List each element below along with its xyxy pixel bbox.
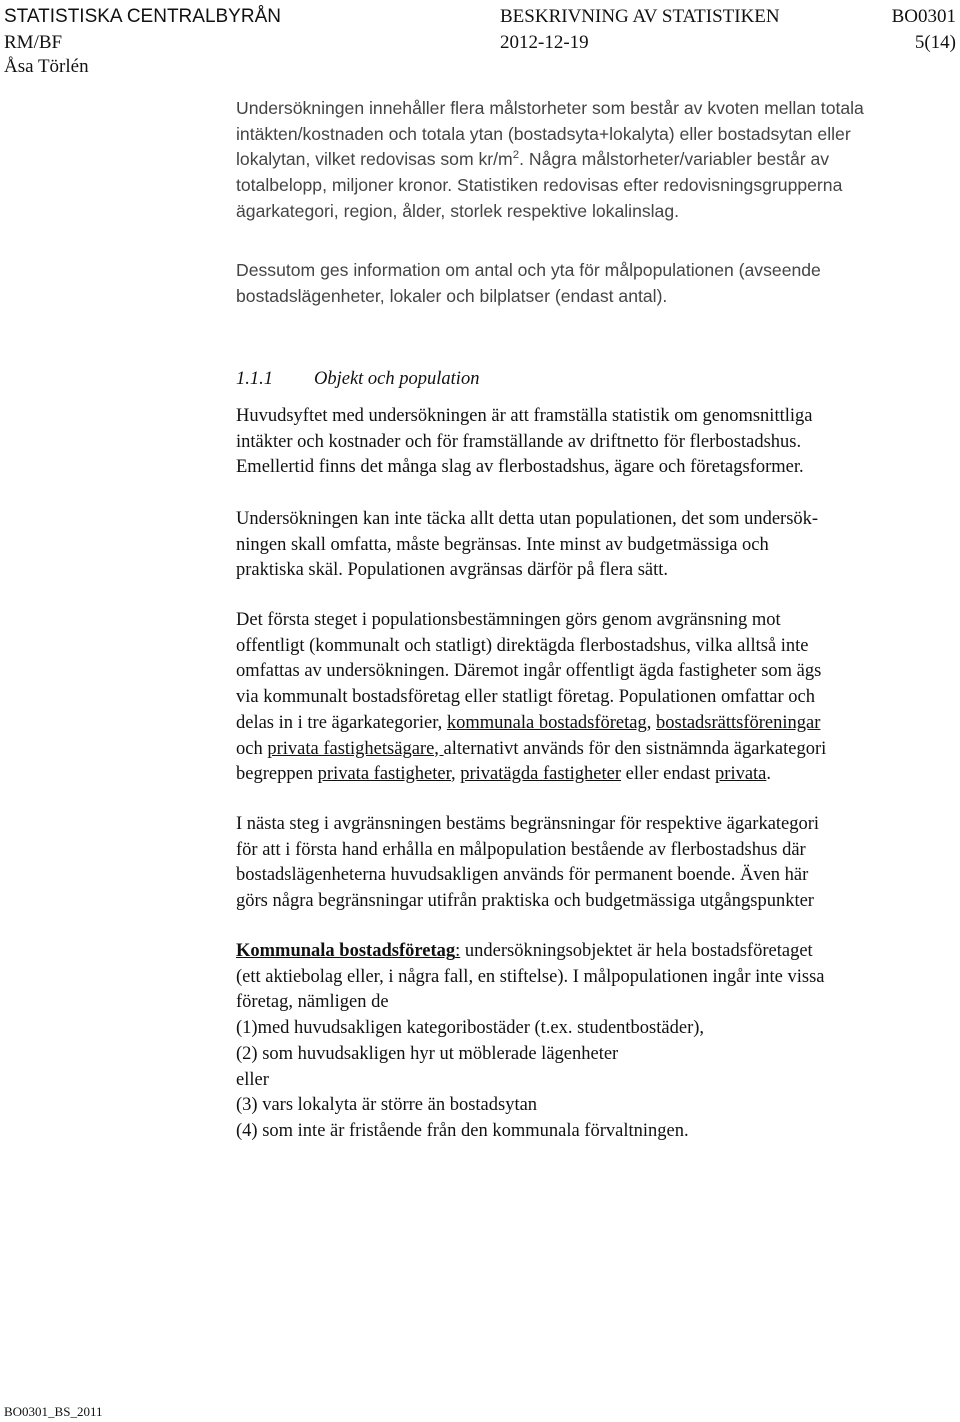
paragraph-target-measures bbox=[236, 96, 940, 225]
section-number: 1.1.1 bbox=[236, 369, 273, 389]
underlined-term: privata bbox=[715, 764, 767, 785]
text-line: och bbox=[236, 738, 268, 759]
header-dept: RM/BF bbox=[4, 32, 63, 53]
header-doc-id: BO0301 bbox=[891, 6, 956, 27]
text-line: intäkten/kostnaden och totala ytan (bostadsyta+lokalyta) eller bostadsytan eller bbox=[236, 123, 851, 144]
paragraph-next-step bbox=[236, 812, 940, 915]
footer-label: BO0301_BS_2011 bbox=[4, 1404, 103, 1419]
text-line: Några målstorheter/variabler består av bbox=[528, 149, 830, 170]
list-item: (4) som inte är fristående från den kommunala förvaltningen. bbox=[236, 1120, 689, 1141]
text-line: Emellertid finns det många slag av flerbostadshus, ägare och företagsformer. bbox=[236, 457, 804, 478]
text-line: Dessutom ges information om antal och yta för målpopulationen (avseende bbox=[236, 260, 821, 280]
underlined-term: privata fastighetsägare, bbox=[267, 738, 444, 759]
text-line: alternativt används för den sistnämnda ägarkategori bbox=[443, 738, 827, 759]
section-title: Objekt och population bbox=[314, 369, 480, 389]
text-line: offentligt (kommunalt och statligt) direktägda flerbostadshus, vilka alltså inte bbox=[236, 635, 809, 656]
text-line: . bbox=[766, 764, 772, 785]
text-line: undersökningsobjektet är hela bostadsföretaget bbox=[460, 941, 813, 961]
header-date: 2012-12-19 bbox=[500, 32, 589, 53]
text-line: (ett aktiebolag eller, i några fall, en stiftelse). I målpopulationen ingår inte vissa bbox=[236, 966, 825, 987]
text-line: för att i första hand erhålla en målpopulation bestående av flerbostadshus där bbox=[236, 839, 806, 860]
text-line: eller bbox=[236, 1069, 269, 1090]
section-heading bbox=[236, 369, 479, 390]
defined-term: Kommunala bostadsföretag bbox=[236, 941, 456, 961]
text-line: totalbelopp, miljoner kronor. bbox=[236, 175, 458, 196]
superscript: 2 bbox=[512, 149, 520, 162]
header-doc-type: BESKRIVNING AV STATISTIKEN bbox=[500, 6, 780, 27]
text-line: ägarkategori, region, ålder, storlek respektive lokalinslag. bbox=[236, 200, 680, 221]
list-item: (2) som huvudsakligen hyr ut möblerade lägenheter bbox=[236, 1043, 619, 1064]
text-line: , bbox=[451, 764, 461, 785]
paragraph-owner-categories bbox=[236, 608, 940, 788]
text-line: praktiska skäl. Populationen avgränsas därför på flera sätt. bbox=[236, 560, 669, 581]
paragraph-population-limits bbox=[236, 507, 940, 584]
text-line: via kommunalt bostadsföretag eller statligt företag. Populationen omfattar och bbox=[236, 687, 815, 708]
underlined-term: privata fastigheter bbox=[317, 764, 451, 785]
text-line: lokalytan, vilket redovisas som kr/m bbox=[236, 149, 513, 170]
text-line: I nästa steg i avgränsningen bestäms begränsningar för respektive ägarkategori bbox=[236, 814, 820, 834]
text-line: eller endast bbox=[621, 764, 716, 785]
underlined-term: bostadsrättsföreningar bbox=[656, 712, 821, 733]
text-line: görs några begränsningar utifrån praktiska och budgetmässiga utgångspunkter bbox=[236, 891, 814, 912]
list-item: (3) vars lokalyta är större än bostadsytan bbox=[236, 1095, 538, 1116]
text-line: Undersökningen kan inte täcka allt detta utan populationen, det som undersök- bbox=[236, 509, 819, 529]
text-line: omfattas av undersökningen. Däremot ingår offentligt ägda fastigheter som ägs bbox=[236, 661, 822, 682]
text-line: delas in i tre ägarkategorier, bbox=[236, 712, 447, 733]
paragraph-additional-info bbox=[236, 258, 940, 309]
header-org: STATISTISKA CENTRALBYRÅN bbox=[4, 6, 281, 27]
header-page-number: 5(14) bbox=[914, 32, 956, 53]
underlined-term: kommunala bostadsföretag, bbox=[446, 712, 652, 733]
text-line: företag, nämligen de bbox=[236, 992, 389, 1013]
text-line: bostadslägenheterna huvudsakligen används för permanent boende. Även här bbox=[236, 865, 809, 886]
text-line: Undersökningen innehåller flera målstorheter som består av kvoten mellan totala bbox=[236, 98, 864, 118]
text-line: intäkter och kostnader och för framställande av driftnetto för flerbostadshus. bbox=[236, 431, 802, 452]
text-line: . bbox=[519, 149, 529, 170]
list-item: (1)med huvudsakligen kategoribostäder (t.ex. studentbostäder), bbox=[236, 1018, 705, 1039]
text-line: Huvudsyftet med undersökningen är att framställa statistik om genomsnittliga bbox=[236, 406, 813, 426]
underlined-term: privatägda fastigheter bbox=[460, 764, 622, 785]
text-line: bostadslägenheter, lokaler och bilplatser (endast antal). bbox=[236, 285, 668, 306]
text-line: begreppen bbox=[236, 764, 318, 785]
text-line: ningen skall omfatta, måste begränsas. Inte minst av budgetmässiga och bbox=[236, 534, 769, 555]
header-author: Åsa Törlén bbox=[4, 56, 89, 77]
paragraph-municipal-companies bbox=[236, 939, 940, 1145]
text-line: Det första steget i populationsbestämningen görs genom avgränsning mot bbox=[236, 610, 781, 630]
paragraph-main-purpose bbox=[236, 404, 940, 481]
term-colon: : bbox=[455, 941, 461, 961]
text-line: Statistiken redovisas efter redovisningsgrupperna bbox=[457, 175, 843, 196]
